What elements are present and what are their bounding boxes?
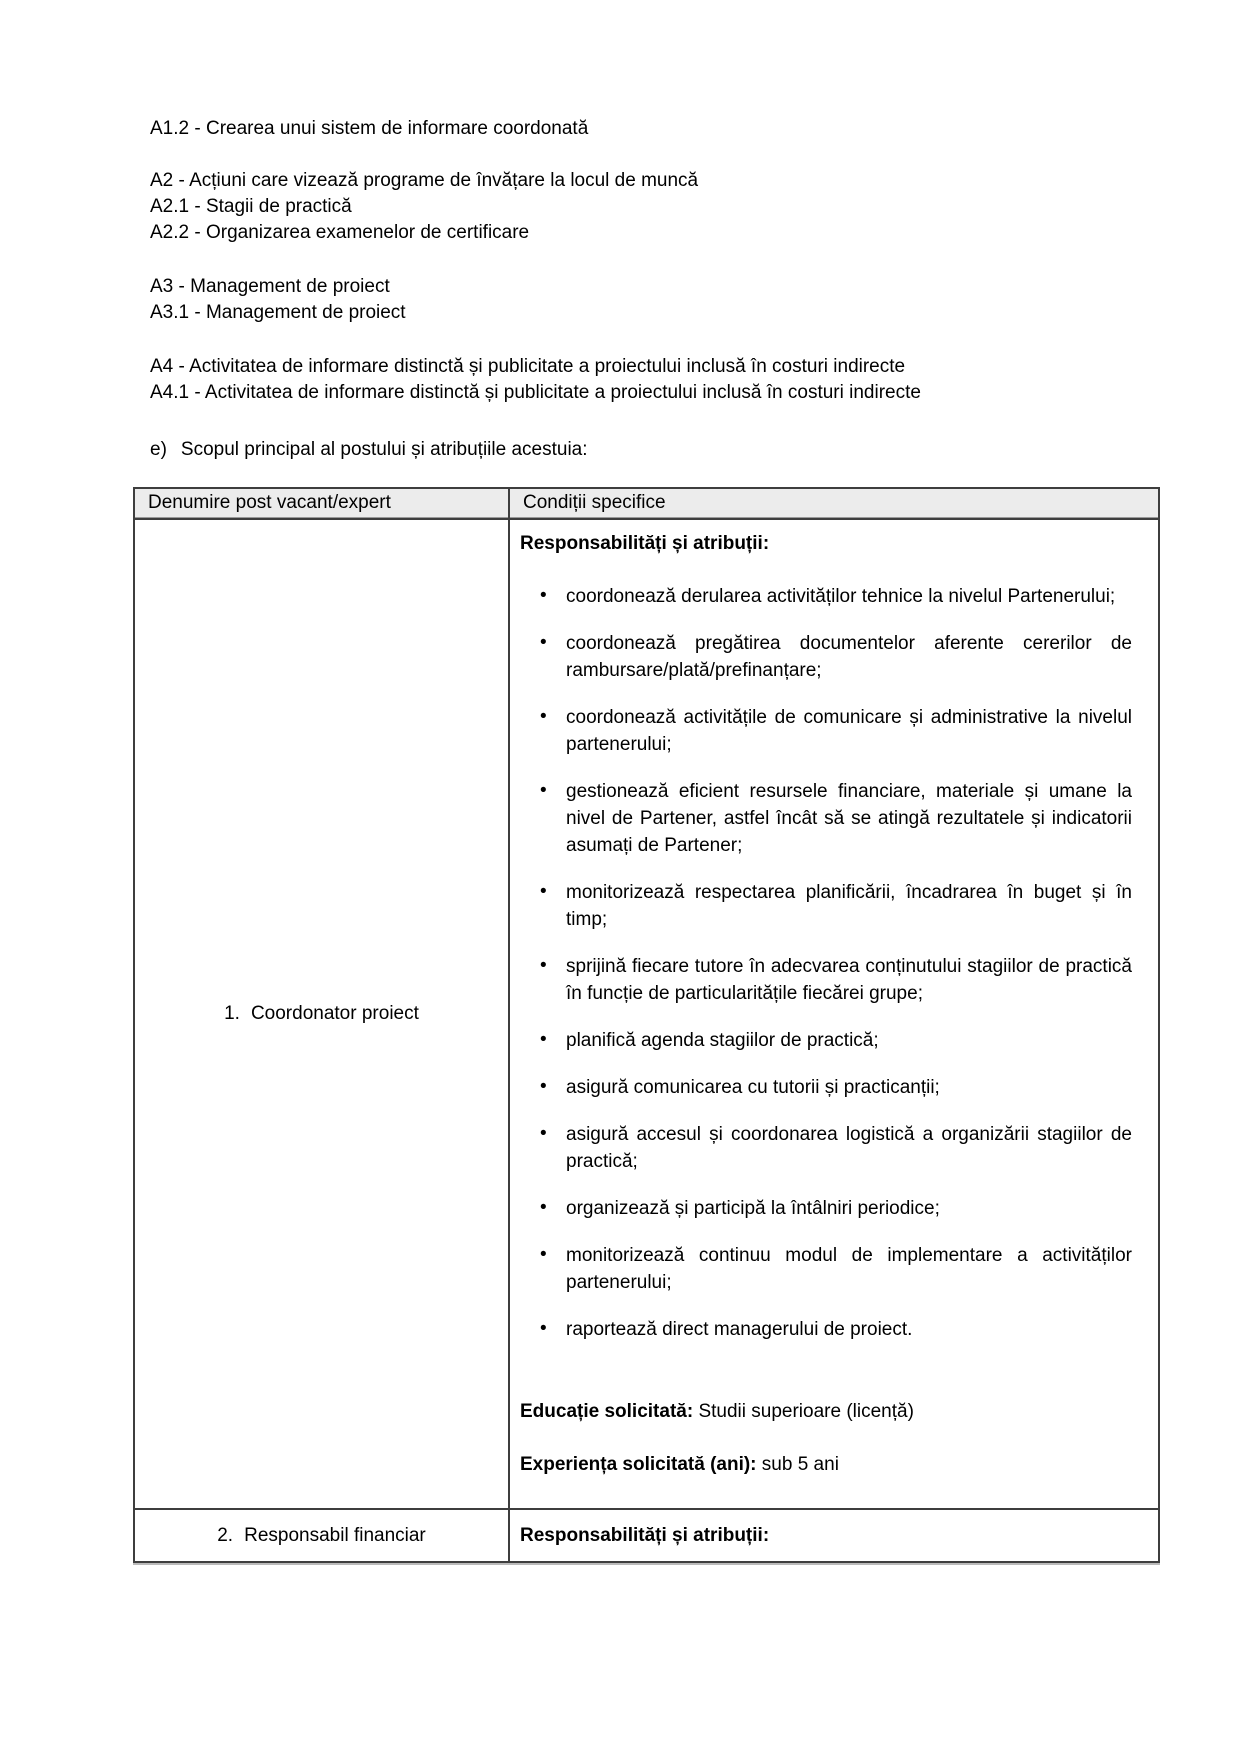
activity-group-a2 — [150, 168, 1181, 246]
post-cell-responsabil-financiar — [134, 1509, 509, 1562]
positions-table — [133, 487, 1160, 1563]
bullet-icon: • — [540, 1244, 547, 1265]
education-label: Educație solicitată: — [520, 1401, 694, 1422]
post-title: Responsabil financiar — [244, 1524, 426, 1546]
responsibility-item — [520, 778, 1132, 859]
responsibility-text: coordonează activitățile de comunicare și administrative la nivelul partenerului; — [566, 707, 1132, 755]
responsibility-text: organizează și participă la întâlniri periodice; — [566, 1198, 940, 1219]
responsibility-text: coordonează derularea activităților tehnice la nivelul Partenerului; — [566, 586, 1116, 607]
bullet-icon: • — [540, 780, 547, 801]
activity-line-a2-1: A2.1 - Stagii de practică — [150, 196, 352, 217]
experience-value: sub 5 ani — [761, 1454, 839, 1475]
conditions-cell-responsabil-financiar — [509, 1509, 1159, 1562]
post-cell-coordonator-proiect — [134, 519, 509, 1509]
responsibility-item — [520, 953, 1132, 1007]
responsibility-text: raportează direct managerului de proiect. — [566, 1319, 913, 1340]
responsibilities-heading: Responsabilități și atribuții: — [520, 533, 770, 554]
section-e — [150, 437, 1181, 463]
responsibilities-heading: Responsabilități și atribuții: — [520, 1525, 770, 1546]
activity-line-a4: A4 - Activitatea de informare distinctă și publicitate a proiectului inclusă în costuri indirecte — [150, 356, 906, 377]
responsibility-text: asigură comunicarea cu tutorii și practicanții; — [566, 1077, 940, 1098]
responsibility-item — [520, 879, 1132, 933]
responsibility-text: asigură accesul și coordonarea logistică a organizării stagiilor de practică; — [566, 1124, 1132, 1172]
activity-group-a1 — [150, 116, 1181, 142]
responsibility-text: coordonează pregătirea documentelor aferente cererilor de rambursare/plată/prefinanțare; — [566, 633, 1132, 681]
activity-line-a1-2: A1.2 - Crearea unui sistem de informare coordonată — [150, 118, 589, 139]
responsibility-item — [520, 583, 1132, 610]
bullet-icon: • — [540, 1123, 547, 1144]
experience-label: Experiența solicitată (ani): — [520, 1454, 757, 1475]
responsibility-text: sprijină fiecare tutore în adecvarea conținutului stagiilor de practică în funcție de particularitățile fiecărei grupe; — [566, 956, 1132, 1004]
post-number: 2. — [217, 1524, 234, 1546]
bullet-icon: • — [540, 1318, 547, 1339]
conditions-cell-coordonator-proiect — [509, 519, 1159, 1509]
education-line — [520, 1398, 1132, 1425]
responsibility-item — [520, 630, 1132, 684]
activity-line-a2: A2 - Acțiuni care vizează programe de învățare la locul de muncă — [150, 170, 699, 191]
bullet-icon: • — [540, 955, 547, 976]
responsibility-item — [520, 704, 1132, 758]
column-header-post: Denumire post vacant/expert — [134, 488, 509, 519]
table-header-row — [134, 488, 1159, 519]
bullet-icon: • — [540, 1029, 547, 1050]
responsibility-item — [520, 1316, 1132, 1343]
post-title: Coordonator proiect — [250, 1003, 419, 1024]
bullet-icon: • — [540, 632, 547, 653]
activity-line-a4-1: A4.1 - Activitatea de informare distinctă și publicitate a proiectului inclusă în costuri indirecte — [150, 382, 921, 403]
experience-line — [520, 1451, 1132, 1478]
bullet-icon: • — [540, 1197, 547, 1218]
section-e-label: e) — [150, 439, 167, 460]
bullet-icon: • — [540, 706, 547, 727]
bullet-icon: • — [540, 881, 547, 902]
responsibility-item — [520, 1121, 1132, 1175]
responsibility-item — [520, 1242, 1132, 1296]
activity-group-a3 — [150, 274, 1181, 326]
responsibility-text: gestionează eficient resursele financiare, materiale și umane la nivel de Partener, astfel încât să se atingă rezultatele și indicatorii asumați de Partener; — [566, 781, 1132, 856]
section-e-text: Scopul principal al postului și atribuțiile acestuia: — [180, 439, 588, 460]
responsibility-item — [520, 1027, 1132, 1054]
responsibilities-list — [520, 583, 1132, 1343]
education-value: Studii superioare (licență) — [698, 1401, 914, 1422]
post-number: 1. — [224, 1003, 240, 1024]
activity-line-a3-1: A3.1 - Management de proiect — [150, 302, 406, 323]
activity-group-a4 — [150, 354, 1181, 406]
bullet-icon: • — [540, 1076, 547, 1097]
table-row-responsabil-financiar — [134, 1509, 1159, 1562]
column-header-conditions: Condiții specifice — [509, 488, 1159, 519]
activity-line-a3: A3 - Management de proiect — [150, 276, 390, 297]
responsibility-item — [520, 1195, 1132, 1222]
responsibility-text: monitorizează continuu modul de implementare a activităților partenerului; — [566, 1245, 1132, 1293]
responsibility-text: planifică agenda stagiilor de practică; — [566, 1030, 879, 1051]
responsibility-text: monitorizează respectarea planificării, încadrarea în buget și în timp; — [566, 882, 1132, 930]
responsibility-item — [520, 1074, 1132, 1101]
activity-line-a2-2: A2.2 - Organizarea examenelor de certificare — [150, 222, 530, 243]
table-row-coordonator-proiect — [134, 519, 1159, 1509]
bullet-icon: • — [540, 585, 547, 606]
